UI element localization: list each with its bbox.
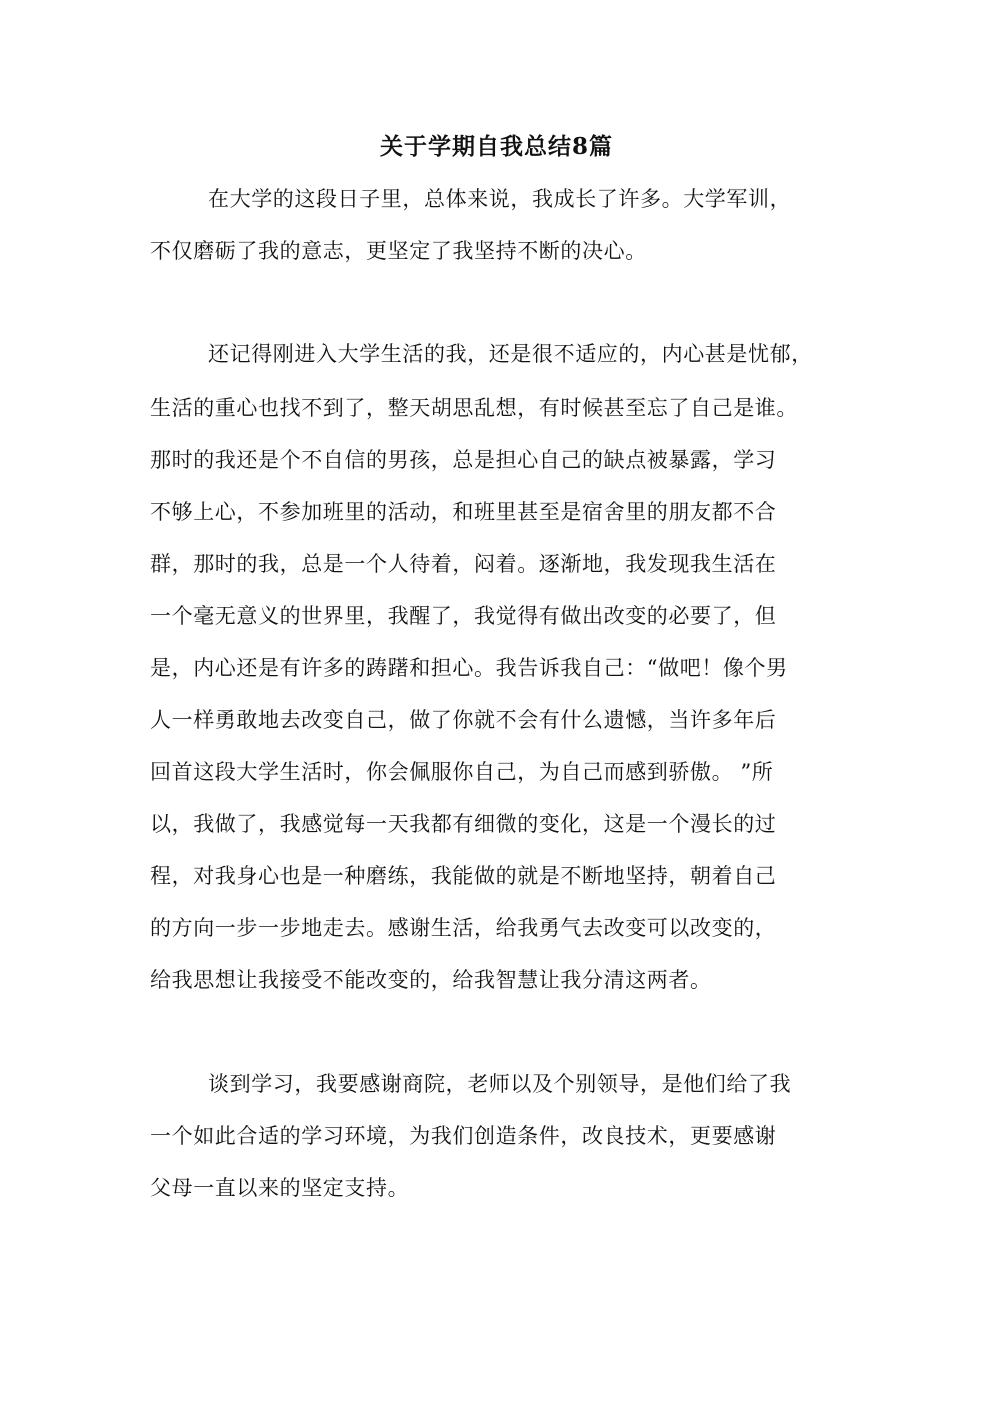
paragraph-2-line-12: 的方向一步一步地走去。感谢生活，给我勇气去改变可以改变的，	[150, 916, 777, 940]
paragraph-2-line-3: 那时的我还是个不自信的男孩，总是担心自己的缺点被暴露，学习	[150, 448, 777, 472]
paragraph-2-line-5: 群，那时的我，总是一个人待着，闷着。逐渐地，我发现我生活在	[150, 552, 777, 576]
paragraph-2-line-10: 以，我做了，我感觉每一天我都有细微的变化，这是一个漫长的过	[150, 812, 777, 836]
paragraph-1-line-2: 不仅磨砺了我的意志，更坚定了我坚持不断的决心。	[150, 239, 647, 263]
paragraph-2-line-11: 程，对我身心也是一种磨练，我能做的就是不断地坚持，朝着自己	[150, 864, 777, 888]
paragraph-1-line-1: 在大学的这段日子里，总体来说，我成长了许多。大学军训，	[208, 187, 792, 211]
paragraph-2-line-13: 给我思想让我接受不能改变的，给我智慧让我分清这两者。	[150, 968, 712, 992]
document-title: 关于学期自我总结8篇	[379, 133, 613, 160]
paragraph-2-line-7: 是，内心还是有许多的踌躇和担心。我告诉我自己：“做吧！像个男	[150, 656, 788, 680]
paragraph-2-line-8: 人一样勇敢地去改变自己，做了你就不会有什么遗憾，当许多年后	[150, 708, 777, 732]
paragraph-2-line-6: 一个毫无意义的世界里，我醒了，我觉得有做出改变的必要了，但	[150, 604, 777, 628]
paragraph-3-line-1: 谈到学习，我要感谢商院，老师以及个别领导，是他们给了我	[208, 1072, 792, 1096]
paragraph-3-line-3: 父母一直以来的坚定支持。	[150, 1176, 410, 1200]
paragraph-2-line-9: 回首这段大学生活时，你会佩服你自己，为自己而感到骄傲。 ”所	[150, 760, 774, 784]
paragraph-2-line-4: 不够上心，不参加班里的活动，和班里甚至是宿舍里的朋友都不合	[150, 500, 777, 524]
paragraph-2-line-1: 还记得刚进入大学生活的我，还是很不适应的，内心甚是忧郁，	[208, 342, 813, 366]
paragraph-3-line-2: 一个如此合适的学习环境，为我们创造条件，改良技术，更要感谢	[150, 1124, 777, 1148]
paragraph-2-line-2: 生活的重心也找不到了，整天胡思乱想，有时候甚至忘了自己是谁。	[150, 396, 798, 420]
